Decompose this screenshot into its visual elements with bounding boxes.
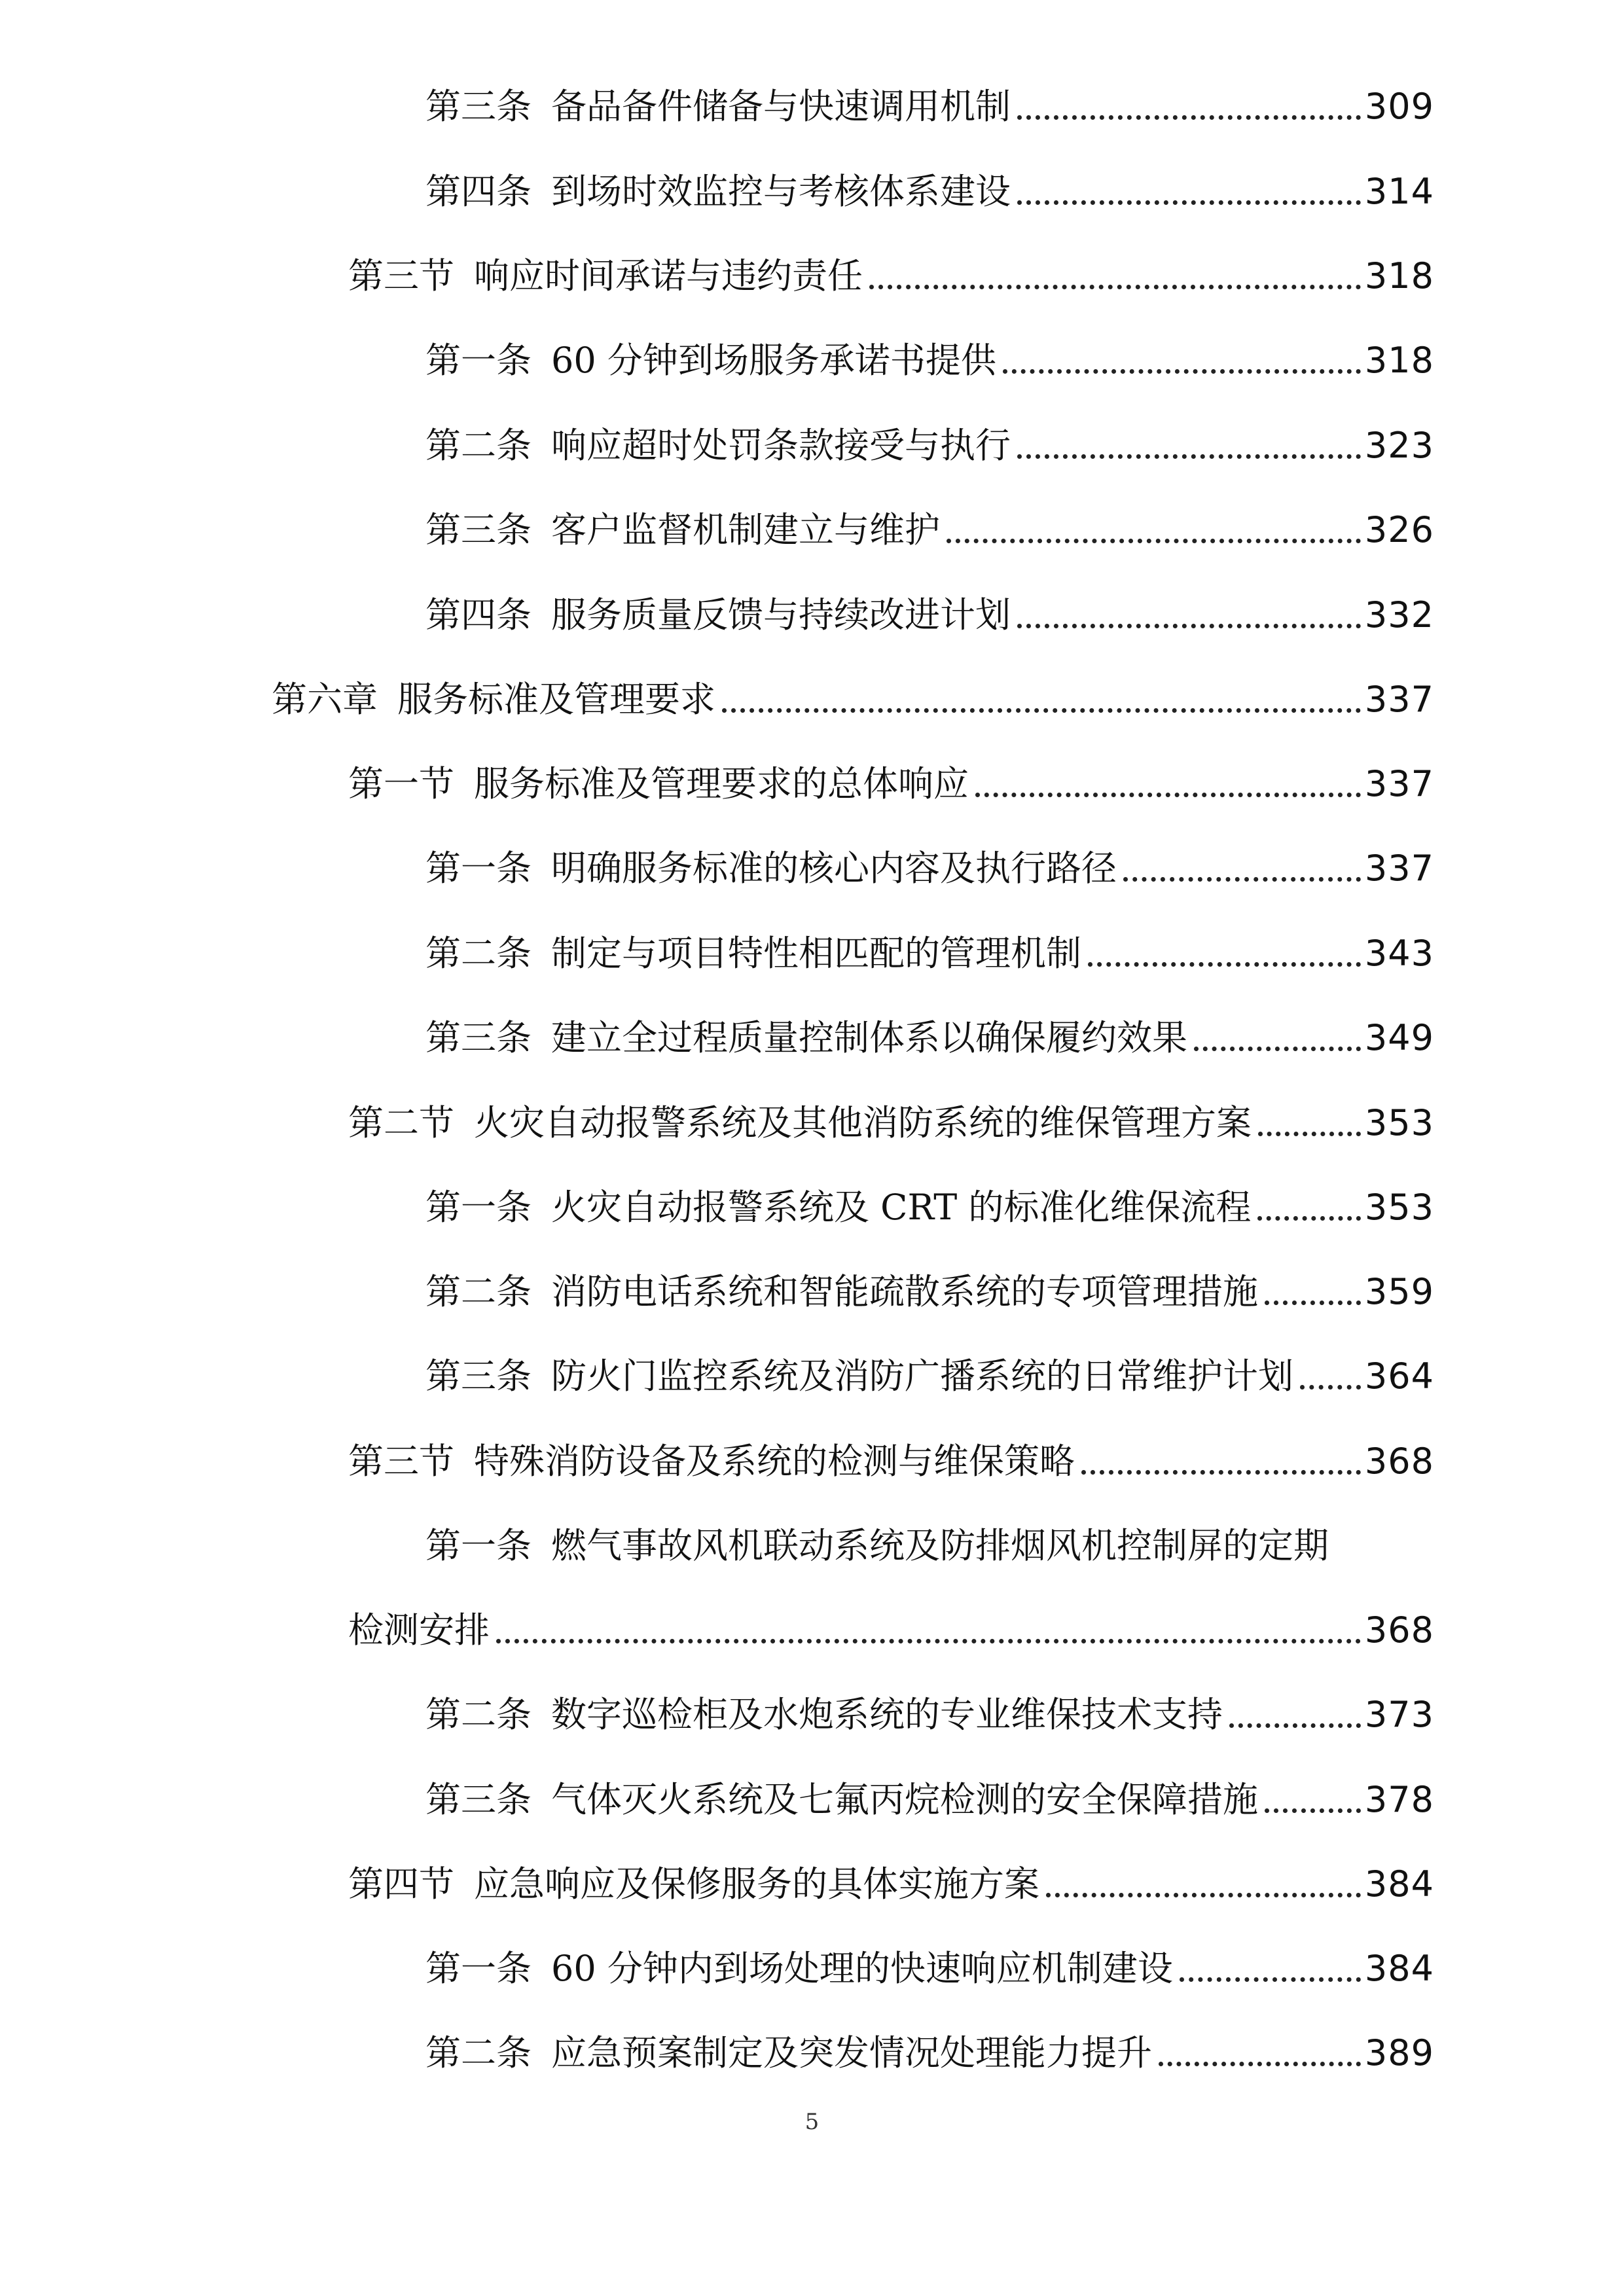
toc-entry-title: 火灾自动报警系统及其他消防系统的维保管理方案 xyxy=(474,1102,1252,1143)
dot-leader xyxy=(1017,454,1361,459)
toc-entry-page: 364 xyxy=(1364,1355,1434,1397)
toc-entry-title: 消防电话系统和智能疏散系统的专项管理措施 xyxy=(551,1271,1258,1312)
toc-entry-title: 应急预案制定及突发情况处理能力提升 xyxy=(551,2032,1152,2073)
toc-entry-page: 337 xyxy=(1364,763,1434,804)
toc-entry-label: 第一条 xyxy=(425,1948,532,1989)
toc-entry-page: 349 xyxy=(1364,1017,1434,1058)
toc-entry[interactable] xyxy=(425,1007,1434,1069)
toc-entry-label: 第三条 xyxy=(425,86,532,127)
toc-entry-label: 第三节 xyxy=(348,1441,454,1482)
toc-entry-title: 响应超时处罚条款接受与执行 xyxy=(551,425,1011,466)
dot-leader xyxy=(496,1639,1361,1643)
toc-entry-page: 353 xyxy=(1364,1102,1434,1143)
toc-entry-label: 第三条 xyxy=(425,1017,532,1058)
toc-entry[interactable] xyxy=(348,1430,1434,1493)
toc-entry-page: 309 xyxy=(1364,86,1434,127)
toc-entry-page: 337 xyxy=(1364,848,1434,889)
toc-entry-label: 第三条 xyxy=(425,1355,532,1397)
toc-entry[interactable] xyxy=(425,1261,1434,1323)
toc-entry-title: 特殊消防设备及系统的检测与维保策略 xyxy=(474,1441,1075,1482)
toc-entry-page: 318 xyxy=(1364,340,1434,381)
toc-entry-title: 建立全过程质量控制体系以确保履约效果 xyxy=(551,1017,1187,1058)
toc-entry-label: 第二条 xyxy=(425,2032,532,2073)
toc-entry-label: 第四条 xyxy=(425,594,532,636)
toc-entry-page: 368 xyxy=(1364,1441,1434,1482)
toc-entry[interactable] xyxy=(348,1092,1434,1155)
toc-entry-page: 323 xyxy=(1364,425,1434,466)
toc-entry-page: 326 xyxy=(1364,509,1434,550)
toc-entry-title: 服务质量反馈与持续改进计划 xyxy=(551,594,1011,636)
dot-leader xyxy=(1300,1385,1361,1390)
dot-leader xyxy=(1194,1047,1361,1051)
toc-entry-page: 343 xyxy=(1364,933,1434,974)
toc-entry-label: 第六章 xyxy=(272,679,378,720)
dot-leader xyxy=(1265,1300,1361,1305)
toc-entry-label: 第三条 xyxy=(425,509,532,550)
toc-entry-title: 明确服务标准的核心内容及执行路径 xyxy=(551,848,1117,889)
dot-leader xyxy=(975,793,1361,797)
dot-leader xyxy=(1257,1216,1361,1221)
toc-entry-label: 第一条 xyxy=(425,1525,532,1566)
toc-entry[interactable] xyxy=(425,160,1434,223)
toc-entry-page: 389 xyxy=(1364,2032,1434,2073)
toc-entry-label: 第四节 xyxy=(348,1863,454,1905)
dot-leader xyxy=(1123,877,1361,882)
dot-leader xyxy=(1159,2062,1361,2066)
toc-entry-label: 第三节 xyxy=(348,255,454,296)
toc-entry[interactable] xyxy=(425,329,1434,392)
dot-leader xyxy=(1180,1977,1361,1982)
toc-entry-title: 燃气事故风机联动系统及防排烟风机控制屏的定期 xyxy=(551,1525,1329,1566)
toc-entry[interactable] xyxy=(425,414,1434,477)
toc-entry-title: 制定与项目特性相匹配的管理机制 xyxy=(551,933,1081,974)
dot-leader xyxy=(1017,115,1361,120)
toc-entry[interactable] xyxy=(425,1683,1434,1746)
toc-entry-page: 353 xyxy=(1364,1187,1434,1228)
toc-entry-page: 373 xyxy=(1364,1694,1434,1735)
toc-entry-label: 第二条 xyxy=(425,425,532,466)
toc-entry-page: 384 xyxy=(1364,1948,1434,1989)
toc-entry[interactable] xyxy=(272,668,1434,731)
page-number: 5 xyxy=(804,2109,820,2135)
toc-entry-page: 368 xyxy=(1364,1609,1434,1651)
toc-entry[interactable] xyxy=(425,837,1434,900)
toc-entry-page: 337 xyxy=(1364,679,1434,720)
toc-entry[interactable] xyxy=(425,499,1434,562)
toc-entry-label: 第一节 xyxy=(348,763,454,804)
toc-entry-continuation[interactable] xyxy=(348,1599,1434,1662)
toc-entry[interactable] xyxy=(425,1768,1434,1831)
toc-entry-title: 气体灭火系统及七氟丙烷检测的安全保障措施 xyxy=(551,1779,1258,1820)
toc-entry[interactable] xyxy=(425,1176,1434,1239)
toc-entry-label: 第三条 xyxy=(425,1779,532,1820)
dot-leader xyxy=(1003,369,1361,374)
toc-entry-page: 318 xyxy=(1364,255,1434,296)
toc-entry[interactable] xyxy=(348,1853,1434,1916)
toc-entry-title: 防火门监控系统及消防广播系统的日常维护计划 xyxy=(551,1355,1293,1397)
toc-entry-page: 359 xyxy=(1364,1271,1434,1312)
dot-leader xyxy=(1017,624,1361,628)
toc-entry[interactable] xyxy=(425,1345,1434,1408)
toc-entry-title: 服务标准及管理要求 xyxy=(397,679,715,720)
toc-entry[interactable] xyxy=(425,922,1434,985)
toc-entry[interactable] xyxy=(425,75,1434,138)
dot-leader xyxy=(1088,962,1361,967)
toc-entry-page: 378 xyxy=(1364,1779,1434,1820)
toc-entry-title: 应急响应及保修服务的具体实施方案 xyxy=(474,1863,1039,1905)
dot-leader xyxy=(947,539,1361,543)
dot-leader xyxy=(1081,1470,1361,1475)
toc-entry[interactable] xyxy=(425,1515,1329,1577)
toc-entry-label: 第一条 xyxy=(425,848,532,889)
toc-entry-label: 第二条 xyxy=(425,1694,532,1735)
toc-entry-title: 60 分钟内到场处理的快速响应机制建设 xyxy=(551,1948,1173,1989)
toc-entry[interactable] xyxy=(348,245,1434,308)
toc-entry[interactable] xyxy=(348,753,1434,816)
toc-entry-title: 数字巡检柜及水炮系统的专业维保技术支持 xyxy=(551,1694,1223,1735)
toc-entry-title: 客户监督机制建立与维护 xyxy=(551,509,940,550)
toc-entry[interactable] xyxy=(425,1937,1434,2000)
toc-entry-page: 332 xyxy=(1364,594,1434,636)
toc-entry-label: 第二条 xyxy=(425,933,532,974)
toc-entry-label: 第二条 xyxy=(425,1271,532,1312)
toc-entry-page: 314 xyxy=(1364,171,1434,212)
dot-leader xyxy=(1046,1893,1361,1897)
dot-leader xyxy=(1258,1132,1361,1136)
dot-leader xyxy=(1229,1723,1361,1728)
dot-leader xyxy=(869,285,1361,289)
toc-entry-label: 第二节 xyxy=(348,1102,454,1143)
toc-entry-title: 响应时间承诺与违约责任 xyxy=(474,255,863,296)
dot-leader xyxy=(1017,200,1361,205)
toc-entry-page: 384 xyxy=(1364,1863,1434,1905)
toc-entry[interactable] xyxy=(425,2022,1434,2085)
toc-entry-label: 第一条 xyxy=(425,340,532,381)
toc-entry[interactable] xyxy=(425,584,1434,647)
toc-entry-title: 60 分钟到场服务承诺书提供 xyxy=(551,340,996,381)
toc-entry-title: 服务标准及管理要求的总体响应 xyxy=(474,763,969,804)
toc-entry-title: 检测安排 xyxy=(348,1609,490,1651)
toc-entry-title: 到场时效监控与考核体系建设 xyxy=(551,171,1011,212)
dot-leader xyxy=(722,708,1361,713)
toc-entry-label: 第四条 xyxy=(425,171,532,212)
dot-leader xyxy=(1265,1808,1361,1813)
toc-entry-label: 第一条 xyxy=(425,1187,532,1228)
toc-entry-title: 火灾自动报警系统及 CRT 的标准化维保流程 xyxy=(551,1187,1252,1228)
toc-entry-title: 备品备件储备与快速调用机制 xyxy=(551,86,1011,127)
